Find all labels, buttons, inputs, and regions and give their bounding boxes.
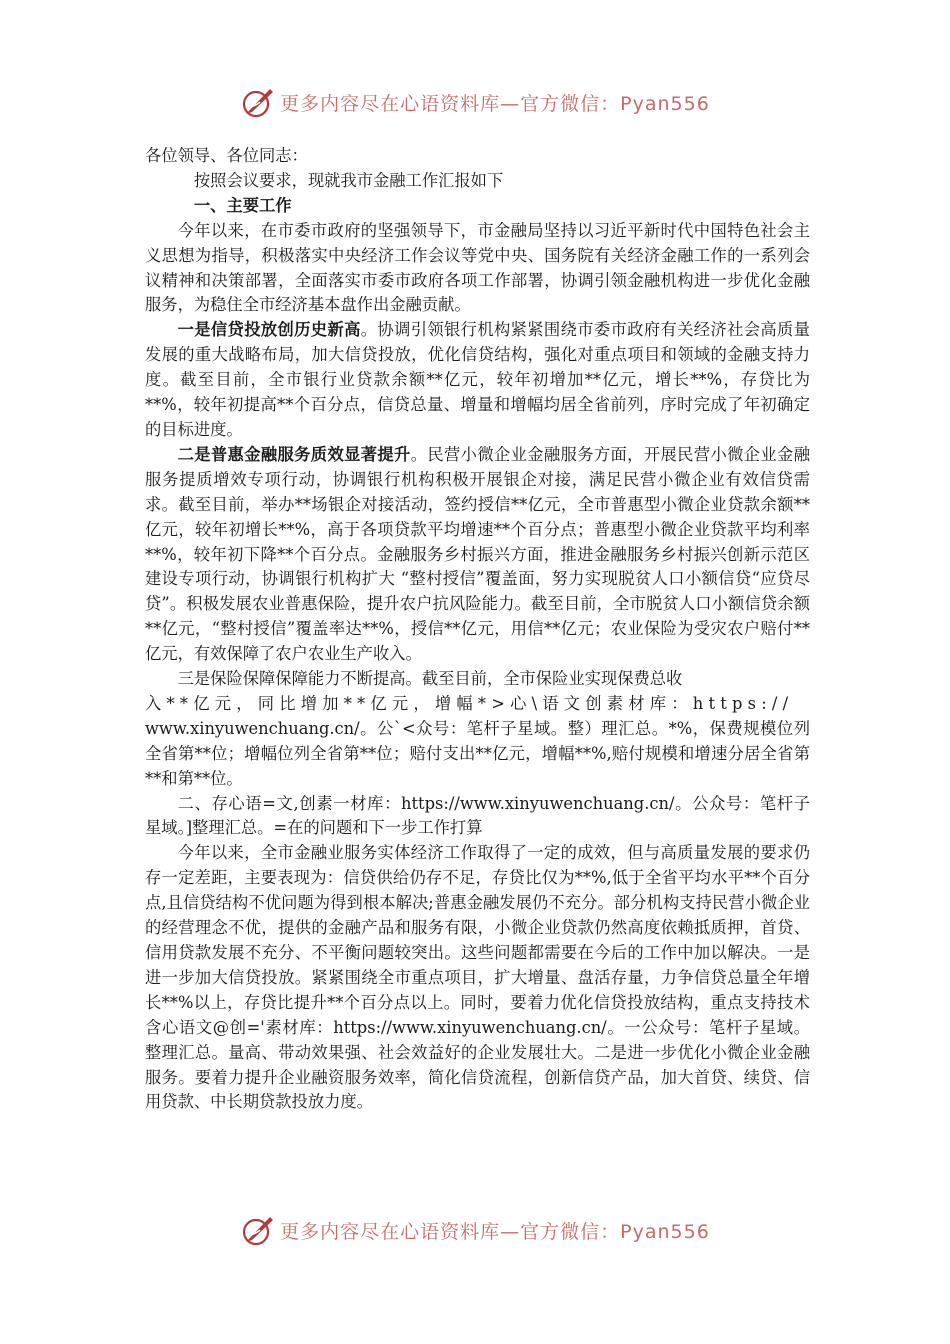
banner-text: 更多内容尽在心语资料库—官方微信：Pyan556 <box>280 92 710 115</box>
section1-title: 一、主要工作 <box>193 195 292 215</box>
paragraph-problems: 今年以来，全市金融业服务实体经济工作取得了一定的成效，但与高质量发展的要求仍存一定差距，主要表现为：信贷供给仍存不足，存贷比仅为**%,低于全省平均水平**个百分点,且信贷结构不优问题为得到根本解决;普惠金融发展仍不充分。部分机构支持民营小微企业的经营理念不优，提供的金融产品和服务有限，小微企业贷款仍然高度依赖抵质押，首贷、信用贷款发展不充分、不平衡问题较突出。这些问题都需要在今后的工作中加以解决。一是进一步加大信贷投放。紧紧围绕全市重点项目，扩大增量、盘活存量，力争信贷总量全年增长**%以上，存贷比提升**个百分点以上。同时，要着力优化信贷投放结构，重点支持技术含心语文@创='素材库：https://www.xinyuwenchuang.cn/。一公众号：笔杆子星域。整理汇总。量高、带动效果强、社会效益好的企业发展壮大。二是进一步优化小微企业金融服务。要着力提升企业融资服务效率，简化信贷流程，创新信贷产品，加大首贷、续贷、信用贷款、中长期贷款投放力度。 <box>145 843 810 1112</box>
footer-watermark-banner <box>0 1210 950 1250</box>
paragraph-credit <box>145 318 810 443</box>
header-watermark-banner <box>0 82 950 122</box>
intro-line: 按照会议要求，现就我市金融工作汇报如下 <box>193 170 504 190</box>
paragraph-insurance <box>145 667 810 792</box>
paragraph-main-work: 今年以来，在市委市政府的坚强领导下，市金融局坚持以习近平新时代中国特色社会主义思想为指导，积极落实中央经济工作会议等党中央、国务院有关经济金融工作的一系列会议精神和决策部署，全面落实市委市政府各项工作部署，协调引领金融机构进一步优化金融服务，为稳住全市经济基本盘作出金融贡献。 <box>145 220 810 315</box>
document-body <box>145 144 810 1115</box>
quill-logo-icon <box>240 1212 276 1248</box>
banner-text: 更多内容尽在心语资料库—官方微信：Pyan556 <box>280 1220 710 1243</box>
insurance-line-1: 三是保险保障保障能力不断提高。截至目前，全市保险业实现保费总收 <box>177 669 683 689</box>
inclusive-lead: 二是普惠金融服务质效显著提升 <box>177 444 411 464</box>
credit-lead: 一是信贷投放创历史新高 <box>177 320 361 340</box>
credit-text: 。协调引领银行机构紧紧围绕市委市政府有关经济社会高质量发展的重大战略布局，加大信贷投放，优化信贷结构，强化对重点项目和领域的金融支持力度。截至目前，全市银行业贷款余额**亿元，较年初增加**亿元，增长**%，存贷比为**%，较年初提高**个百分点，信贷总量、增量和增幅均居全省前列，序时完成了年初确定的目标进度。 <box>145 320 810 439</box>
insurance-line-2: 入**亿元，同比增加**亿元，增幅*>心\语文创素材库：https:// <box>145 693 794 713</box>
insurance-text: www.xinyuwenchuang.cn/。公`<众号：笔杆子星域。整）理汇总。*%，保费规模位列全省第**位；增幅位列全省第**位；赔付支出**亿元，增幅**%,赔付规模和增速分居全省第**和第**位。 <box>145 718 810 788</box>
greeting: 各位领导、各位同志： <box>145 146 308 165</box>
paragraph-inclusive-finance <box>145 443 810 667</box>
inclusive-text: 。民营小微企业金融服务方面，开展民营小微企业金融服务提质增效专项行动，协调银行机构积极开展银企对接，满足民营小微企业有效信贷需求。截至目前，举办**场银企对接活动，签约授信**亿元，全市普惠型小微企业贷款余额**亿元，较年初增长**%，高于各项贷款平均增速**个百分点；普惠型小微企业贷款平均利率**%，较年初下降**个百分点。金融服务乡村振兴方面，推进金融服务乡村振兴创新示范区建设专项行动，协调银行机构扩大 “整村授信”覆盖面，努力实现脱贫人口小额信贷“应贷尽贷”。积极发展农业普惠保险，提升农户抗风险能力。截至目前，全市脱贫人口小额信贷余额**亿元，“整村授信”覆盖率达**%，授信**亿元，用信**亿元；农业保险为受灾农户赔付**亿元，有效保障了农户农业生产收入。 <box>145 444 810 664</box>
section2-title: 二、存心语=文,创素一材库：https://www.xinyuwenchuang.cn/。公众号：笔杆子星域。]整理汇总。=在的问题和下一步工作打算 <box>145 793 810 838</box>
quill-logo-icon <box>240 84 276 120</box>
